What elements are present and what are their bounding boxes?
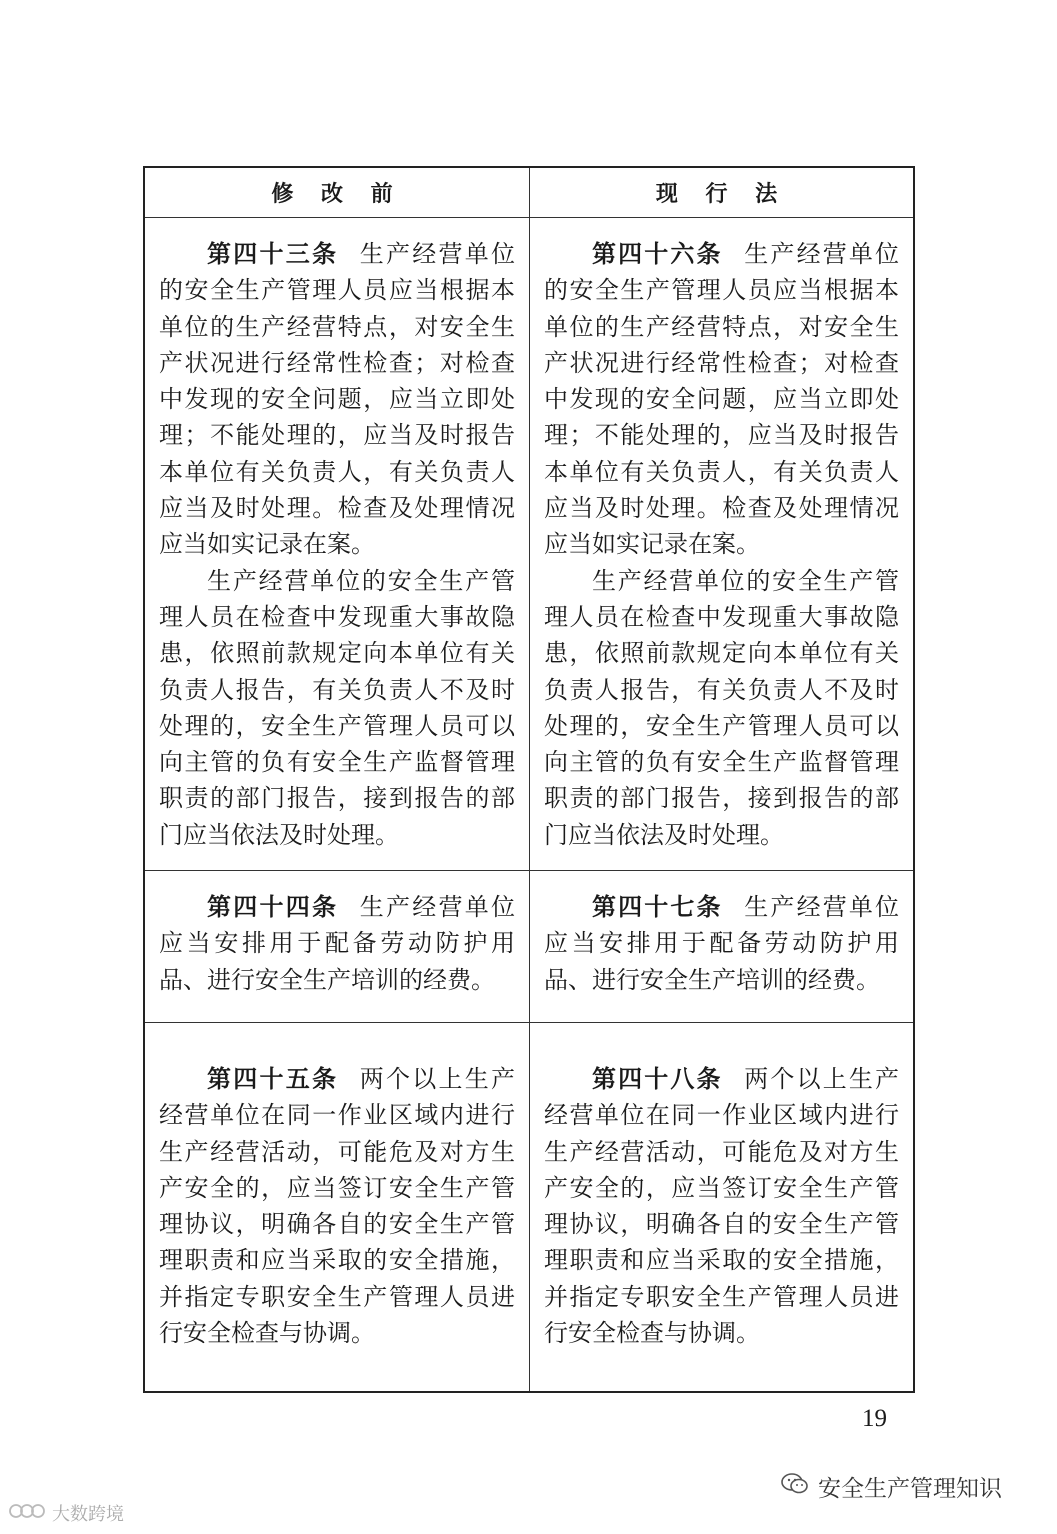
paragraph: 生产经营单位的安全生产管理人员在检查中发现重大事故隐患，依照前款规定向本单位有关负责人报告，有关负责人不及时处理的，安全生产管理人员可以向主管的负有安全生产监督管理职责的部门报告，接到报告的部门应当依法及时处理。 bbox=[159, 566, 515, 849]
paragraph bbox=[159, 236, 515, 563]
paragraph bbox=[159, 1061, 515, 1351]
article-number: 第四十四条 bbox=[207, 893, 339, 921]
comparison-table bbox=[143, 166, 915, 1393]
watermark-text: 安全生产管理知识 bbox=[818, 1476, 1002, 1502]
article-text: 两个以上生产经营单位在同一作业区域内进行生产经营活动，可能危及对方生产安全的，应当签订安全生产管理协议，明确各自的安全生产管理职责和应当采取的安全措施，并指定专职安全生产管理人员进行安全检查与协调。 bbox=[159, 1065, 515, 1348]
table-row bbox=[145, 871, 913, 1023]
paragraph bbox=[544, 1061, 899, 1351]
paragraph: 生产经营单位的安全生产管理人员在检查中发现重大事故隐患，依照前款规定向本单位有关负责人报告，有关负责人不及时处理的，安全生产管理人员可以向主管的负有安全生产监督管理职责的部门报告，接到报告的部门应当依法及时处理。 bbox=[544, 566, 899, 849]
article-text: 生产经营单位应当安排用于配备劳动防护用品、进行安全生产培训的经费。 bbox=[544, 893, 899, 994]
cell-current bbox=[529, 871, 913, 1022]
paragraph bbox=[544, 236, 899, 563]
page-number: 19 bbox=[862, 1405, 887, 1432]
header-before: 修 改 前 bbox=[271, 182, 403, 207]
paragraph bbox=[544, 889, 899, 998]
watermark-corner bbox=[8, 1500, 124, 1526]
article-text: 两个以上生产经营单位在同一作业区域内进行生产经营活动，可能危及对方生产安全的，应当签订安全生产管理协议，明确各自的安全生产管理职责和应当采取的安全措施，并指定专职安全生产管理人员进行安全检查与协调。 bbox=[544, 1065, 899, 1348]
cell-before bbox=[145, 218, 529, 870]
cell-before bbox=[145, 1023, 529, 1391]
header-current: 现 行 法 bbox=[529, 168, 913, 217]
table-row bbox=[145, 1023, 913, 1391]
article-number: 第四十五条 bbox=[207, 1065, 339, 1093]
logo-icon bbox=[8, 1501, 46, 1526]
article-number: 第四十三条 bbox=[207, 240, 339, 268]
article-number: 第四十六条 bbox=[592, 240, 723, 268]
cell-before bbox=[145, 871, 529, 1022]
wechat-icon bbox=[780, 1471, 810, 1503]
watermark-wechat bbox=[780, 1470, 1002, 1503]
article-text: 生产经营单位的安全生产管理人员应当根据本单位的生产经营特点，对安全生产状况进行经常性检查；对检查中发现的安全问题，应当立即处理；不能处理的，应当及时报告本单位有关负责人，有关负责人应当及时处理。检查及处理情况应当如实记录在案。 bbox=[544, 240, 899, 559]
watermark-corner-text: 大数跨境 bbox=[52, 1504, 124, 1525]
table-row bbox=[145, 218, 913, 871]
table-header-row bbox=[145, 168, 913, 218]
article-number: 第四十七条 bbox=[592, 893, 723, 921]
article-text: 生产经营单位应当安排用于配备劳动防护用品、进行安全生产培训的经费。 bbox=[159, 893, 515, 994]
cell-current bbox=[529, 1023, 913, 1391]
paragraph bbox=[159, 889, 515, 998]
article-number: 第四十八条 bbox=[592, 1065, 723, 1093]
article-text: 生产经营单位的安全生产管理人员应当根据本单位的生产经营特点，对安全生产状况进行经常性检查；对检查中发现的安全问题，应当立即处理；不能处理的，应当及时报告本单位有关负责人，有关负责人应当及时处理。检查及处理情况应当如实记录在案。 bbox=[159, 240, 515, 559]
cell-current bbox=[529, 218, 913, 870]
